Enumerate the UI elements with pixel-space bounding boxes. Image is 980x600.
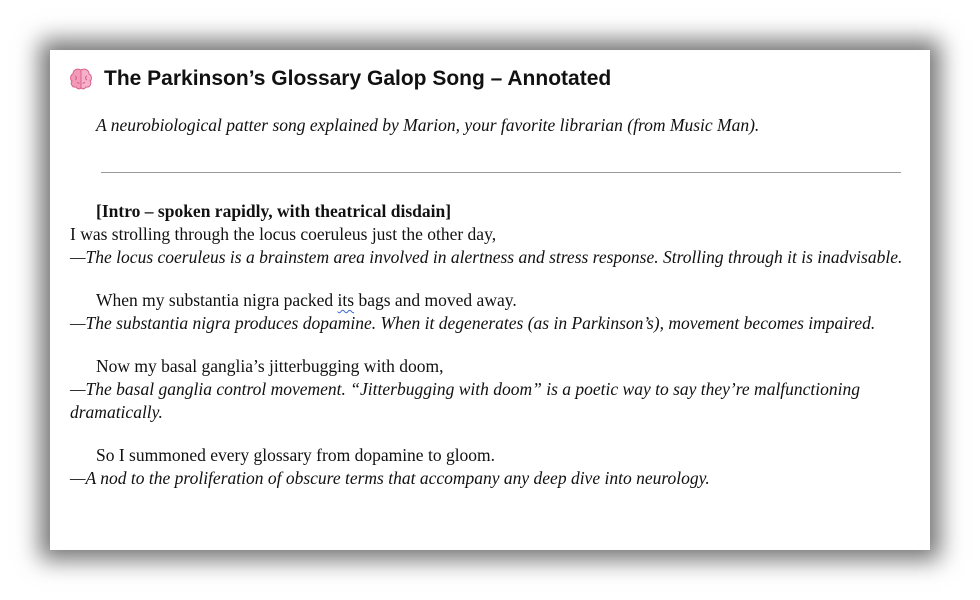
annotation-4: —A nod to the proliferation of obscure terms that accompany any deep dive into neurology.: [70, 468, 710, 488]
annotation-2: —The substantia nigra produces dopamine. When it degenerates (as in Parkinson’s), movement becomes impaired.: [70, 313, 876, 333]
brain-icon: [68, 66, 94, 92]
lyric-line-4: So I summoned every glossary from dopamine to gloom.: [96, 445, 496, 465]
horizontal-divider: [101, 172, 901, 173]
document-title: The Parkinson’s Glossary Galop Song – Annotated: [104, 67, 612, 90]
song-body: [66, 200, 911, 490]
document-subtitle: A neurobiological patter song explained by Marion, your favorite librarian (from Music Man).: [96, 115, 760, 135]
lyric-line-2: [66, 289, 911, 312]
document-heading: [68, 66, 611, 92]
lyric-line-3: Now my basal ganglia’s jitterbugging with doom,: [96, 356, 444, 376]
spellcheck-flagged-word[interactable]: its: [337, 290, 355, 310]
lyric-line-1: I was strolling through the locus coeruleus just the other day,: [70, 224, 497, 244]
annotation-3: —The basal ganglia control movement. “Jitterbugging with doom” is a poetic way to say they’re malfunctioning dramatically.: [70, 379, 861, 422]
lyric-line-2-end: bags and moved away.: [354, 290, 517, 310]
annotation-1: —The locus coeruleus is a brainstem area involved in alertness and stress response. Strolling through it is inadvisable.: [70, 247, 903, 267]
lyric-line-2-start: When my substantia nigra packed: [96, 290, 338, 310]
intro-label: [Intro – spoken rapidly, with theatrical disdain]: [96, 201, 452, 221]
document-page: [50, 50, 930, 550]
